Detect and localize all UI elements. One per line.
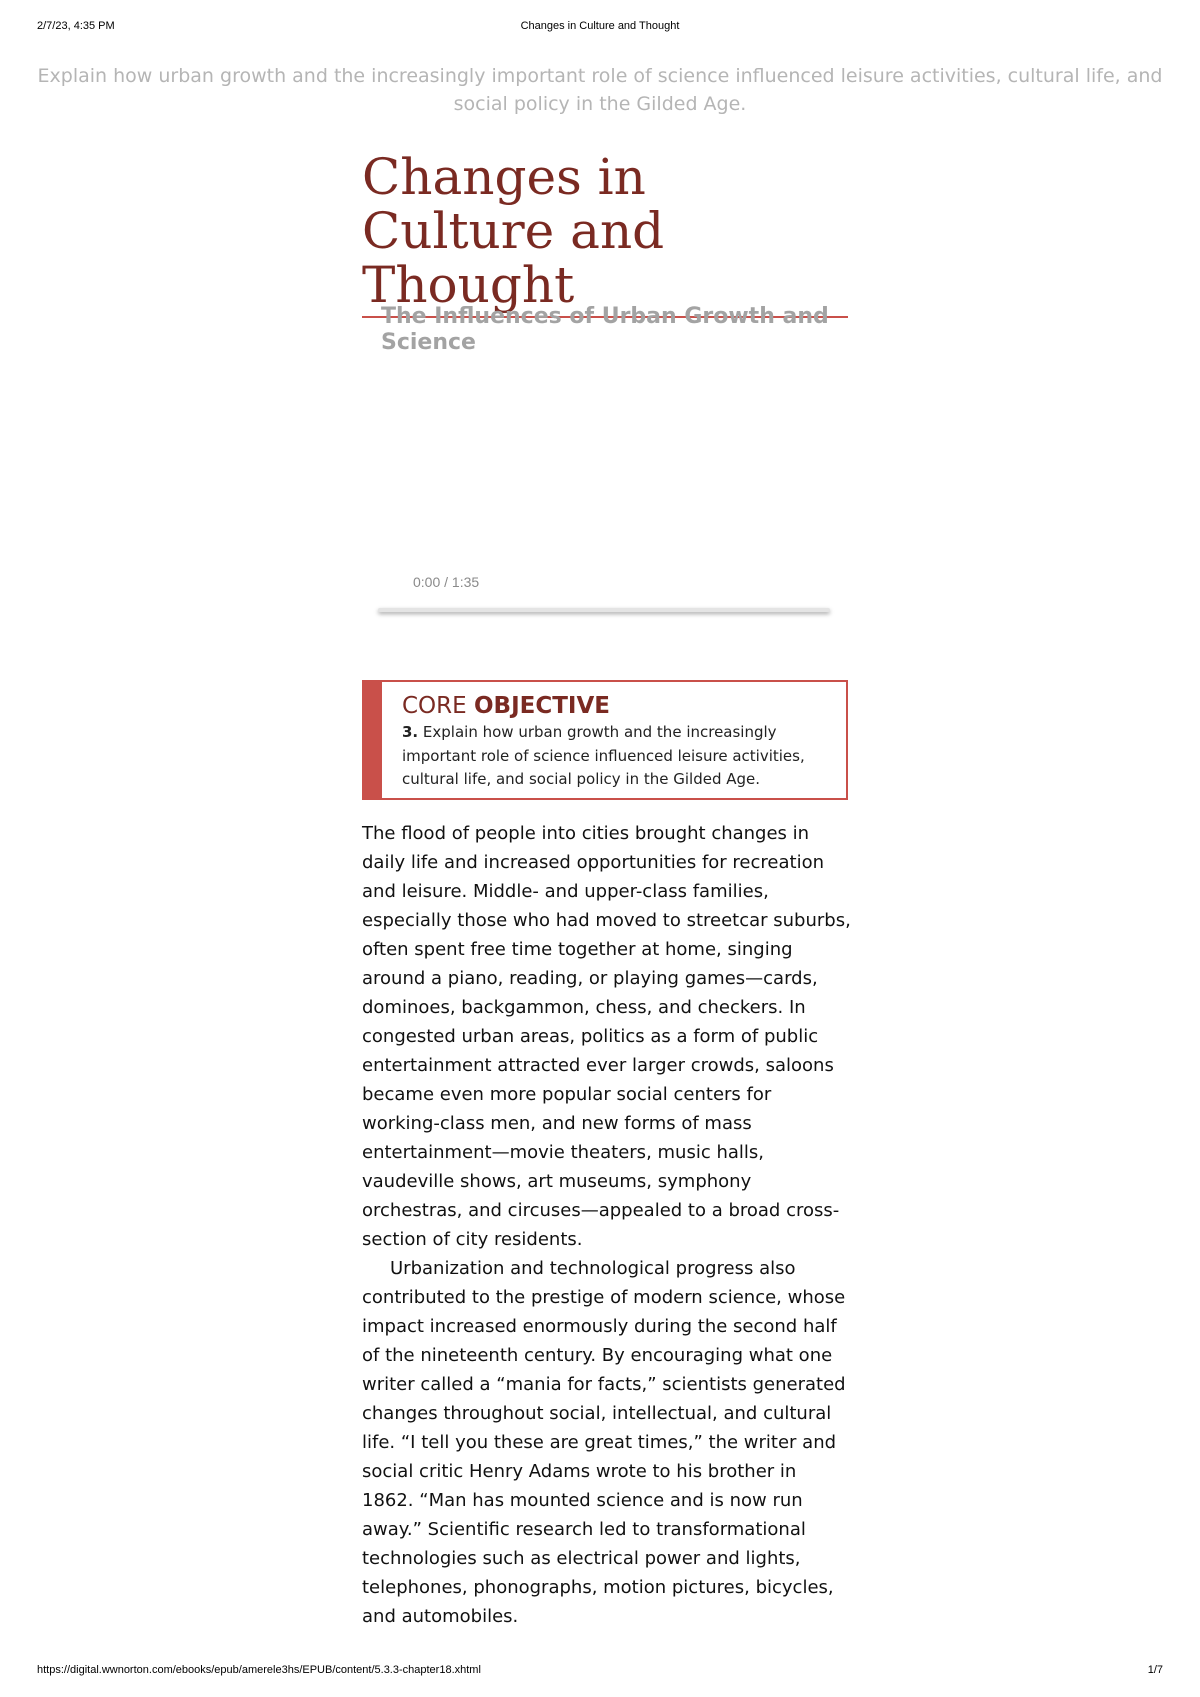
- audio-player[interactable]: [378, 565, 830, 615]
- core-objective-heading-bold: OBJECTIVE: [474, 693, 610, 719]
- print-page-title: Changes in Culture and Thought: [520, 20, 680, 32]
- core-objective-description: Explain how urban growth and the increasingly important role of science influenced leisure activities, cultural life, and social policy in the Gilded Age.: [402, 723, 805, 788]
- chapter-title: Changes in Culture and Thought: [362, 150, 848, 318]
- print-datetime: 2/7/23, 4:35 PM: [37, 20, 115, 32]
- print-page-number: 1/7: [1147, 1664, 1163, 1676]
- body-paragraph-2: Urbanization and technological progress also contributed to the prestige of modern science, whose impact increased enormously during the second half of the nineteenth century. By encouraging what one writer called a “mania for facts,” scientists generated changes throughout social, intellectual, and cultural life. “I tell you these are great times,” the writer and social critic Henry Adams wrote to his brother in 1862. “Man has mounted science and is now run away.” Scientific research led to transformational technologies such as electrical power and lights, telephones, phonographs, motion pictures, bicycles, and automobiles.: [362, 1258, 846, 1627]
- body-paragraph-1: The flood of people into cities brought changes in daily life and increased opportunities for recreation and leisure. Middle- and upper-class families, especially those who had moved to streetcar suburbs, often spent free time together at home, singing around a piano, reading, or playing games—cards, dominoes, backgammon, chess, and checkers. In congested urban areas, politics as a form of public entertainment attracted ever larger crowds, saloons became even more popular social centers for working-class men, and new forms of mass entertainment—movie theaters, music halls, vaudeville shows, art museums, symphony orchestras, and circuses—appealed to a broad cross-section of city residents.: [362, 823, 851, 1250]
- core-objective-box: [362, 680, 848, 800]
- objective-banner: Explain how urban growth and the increasingly important role of science influenced leisure activities, cultural life, and social policy in the Gilded Age.: [37, 65, 1163, 115]
- section-heading: The Influences of Urban Growth and Science: [381, 304, 829, 355]
- core-objective-heading-light: CORE: [402, 693, 467, 719]
- audio-time-display: 0:00 / 1:35: [413, 574, 480, 590]
- core-objective-text: [402, 721, 832, 792]
- body-text: [362, 819, 852, 1631]
- print-url: https://digital.wwnorton.com/ebooks/epub/amerele3hs/EPUB/content/5.3.3-chapter18.xhtml: [37, 1664, 481, 1676]
- core-objective-heading: [402, 692, 610, 720]
- print-header: [37, 20, 1163, 36]
- audio-progress-track[interactable]: [378, 608, 830, 612]
- print-footer: [37, 1664, 1163, 1680]
- core-objective-number: 3.: [402, 723, 419, 741]
- core-objective-accent-bar: [364, 682, 382, 798]
